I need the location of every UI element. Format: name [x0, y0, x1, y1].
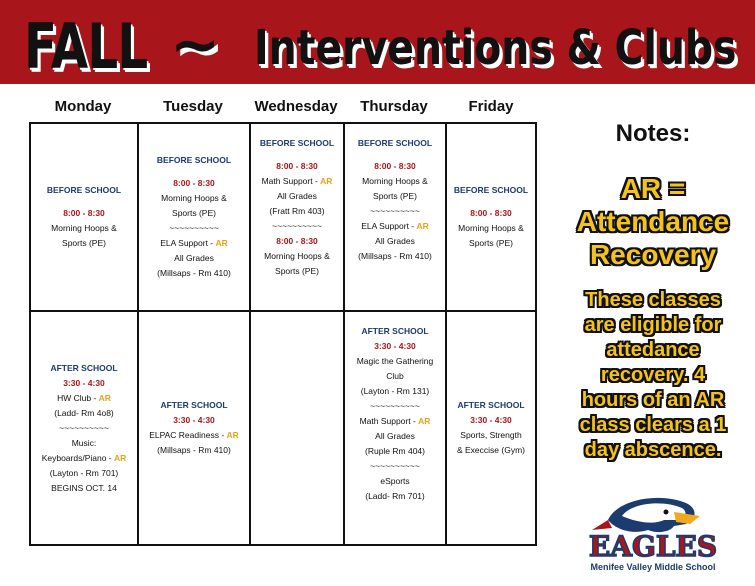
activity-line: All Grades: [277, 191, 317, 201]
cell-after-monday: [31, 312, 137, 544]
description-line: day abscence.: [584, 439, 722, 461]
separator: ~~~~~~~~~~: [272, 221, 322, 231]
session-time: 3:30 - 4:30: [470, 415, 512, 425]
activity-line: Morning Hoops &: [51, 223, 117, 233]
cell-after-friday: [447, 312, 535, 544]
session-label: AFTER SCHOOL: [361, 326, 429, 336]
activity-line: Sports, Strength: [460, 430, 522, 440]
session-time: 8:00 - 8:30: [276, 161, 318, 171]
activity-line: ELA Support - AR: [160, 238, 228, 248]
activity-line: All Grades: [375, 236, 415, 246]
ar-definition-line: Recovery: [589, 239, 717, 270]
title-fall: FALL: [24, 10, 148, 83]
activity-line: ELA Support - AR: [361, 221, 429, 231]
activity-line: All Grades: [174, 253, 214, 263]
activity-line: Math Support - AR: [359, 416, 431, 426]
session-label: AFTER SCHOOL: [160, 400, 228, 410]
description-line: hours of an AR: [581, 389, 725, 411]
ar-definition-line: Attendance: [576, 206, 730, 237]
activity-line: (Ladd- Rm 701): [365, 491, 425, 501]
description-line: recovery. 4: [600, 364, 706, 386]
day-friday: Friday: [468, 98, 514, 115]
session-label: BEFORE SCHOOL: [357, 138, 433, 148]
activity-line: Morning Hoops &: [458, 223, 524, 233]
ar-definition-line: AR =: [620, 173, 686, 204]
description-line: class clears a 1: [579, 414, 727, 436]
activity-line: ELPAC Readiness - AR: [149, 430, 239, 440]
ar-badge: AR: [114, 452, 127, 463]
session-time: 3:30 - 4:30: [173, 415, 215, 425]
session-time: 8:00 - 8:30: [470, 208, 512, 218]
session-time: 8:00 - 8:30: [374, 161, 416, 171]
activity-line: (Layton - Rm 131): [360, 386, 430, 396]
activity-line: (Millsaps - Rm 410): [157, 445, 231, 455]
activity-line: Sports (PE): [62, 238, 106, 248]
logo-school-name: Menifee Valley Middle School: [590, 562, 716, 572]
activity-line: Club: [386, 371, 404, 381]
session-time: 3:30 - 4:30: [63, 377, 105, 388]
activity-line: HW Club - AR: [57, 392, 111, 403]
logo-wordmark: EAGLES: [588, 530, 718, 563]
activity-line: Morning Hoops &: [161, 193, 227, 203]
activity-line: (Fratt Rm 403): [269, 206, 325, 216]
ar-badge: AR: [418, 416, 431, 426]
separator: ~~~~~~~~~~: [59, 422, 109, 433]
activity-line: Morning Hoops &: [264, 251, 330, 261]
separator: ~~~~~~~~~~: [370, 461, 420, 471]
activity-line: Sports (PE): [275, 266, 319, 276]
activity-line: (Layton - Rm 701): [49, 467, 119, 478]
session-label: BEFORE SCHOOL: [259, 138, 335, 148]
day-wednesday: Wednesday: [254, 98, 338, 115]
cell-after-wednesday-empty: [251, 312, 343, 544]
ar-definition: [556, 172, 750, 271]
activity-line: (Ruple Rm 404): [365, 446, 425, 456]
activity-line: Morning Hoops &: [362, 176, 428, 186]
cell-before-wednesday: [251, 124, 343, 310]
activity-line: Sports (PE): [469, 238, 513, 248]
session-time: 3:30 - 4:30: [374, 341, 416, 351]
ar-badge: AR: [98, 392, 111, 403]
day-tuesday: Tuesday: [163, 98, 223, 115]
cell-before-monday: [31, 124, 137, 310]
activity-line: Sports (PE): [172, 208, 216, 218]
cell-before-friday: [447, 124, 535, 310]
session-label: BEFORE SCHOOL: [156, 155, 232, 165]
cell-after-tuesday: [139, 312, 249, 544]
session-label: AFTER SCHOOL: [457, 400, 525, 410]
cell-before-tuesday: [139, 124, 249, 310]
cell-before-thursday: [345, 124, 445, 310]
separator: ~~~~~~~~~~: [370, 401, 420, 411]
session-label: BEFORE SCHOOL: [453, 185, 529, 195]
activity-line: (Millsaps - Rm 410): [358, 251, 432, 261]
eagles-logo: [578, 490, 728, 574]
activity-line: (Millsaps - Rm 410): [157, 268, 231, 278]
separator: ~~~~~~~~~~: [169, 223, 219, 233]
session-time: 8:00 - 8:30: [63, 208, 105, 218]
description-line: attedance: [606, 339, 700, 361]
ar-description: [556, 288, 750, 463]
day-monday: Monday: [54, 98, 112, 115]
activity-line: Magic the Gathering: [356, 356, 434, 366]
description-line: are eligible for: [584, 314, 722, 336]
activity-line: (Ladd- Rm 4o8): [54, 407, 114, 418]
activity-line: BEGINS OCT. 14: [51, 482, 117, 493]
activity-line: Music:: [71, 437, 97, 448]
notes-title: Notes:: [615, 120, 691, 147]
activity-line: Sports (PE): [373, 191, 417, 201]
session-time: 8:00 - 8:30: [276, 236, 318, 246]
title-tilde: ~: [170, 10, 221, 80]
schedule-grid: [29, 122, 537, 546]
activity-line: All Grades: [375, 431, 415, 441]
eagle-icon: [578, 490, 728, 574]
activity-line: eSports: [380, 476, 410, 486]
activity-line: Math Support - AR: [261, 176, 333, 186]
ar-badge: AR: [215, 238, 228, 248]
session-label: BEFORE SCHOOL: [46, 185, 122, 195]
title-interventions-clubs: Interventions & Clubs: [254, 20, 737, 76]
activity-line: Keyboards/Piano - AR: [41, 452, 127, 463]
ar-badge: AR: [320, 176, 333, 186]
activity-line: & Execcise (Gym): [456, 445, 525, 455]
cell-after-thursday: [345, 312, 445, 544]
separator: ~~~~~~~~~~: [370, 206, 420, 216]
description-line: These classes: [585, 289, 721, 311]
session-label: AFTER SCHOOL: [50, 362, 118, 373]
day-thursday: Thursday: [360, 98, 428, 115]
session-time: 8:00 - 8:30: [173, 178, 215, 188]
ar-badge: AR: [416, 221, 429, 231]
ar-badge: AR: [226, 430, 239, 440]
